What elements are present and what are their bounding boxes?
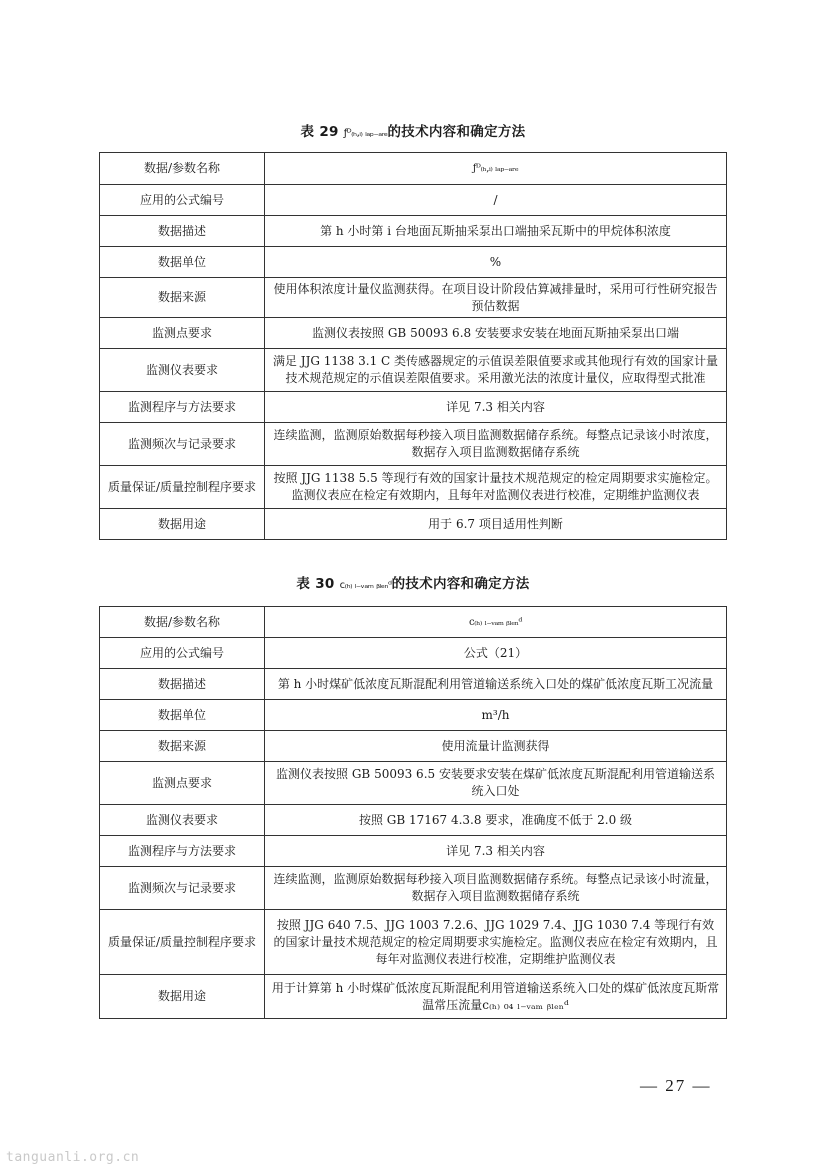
table-row bbox=[100, 247, 727, 278]
row-label: 质量保证/质量控制程序要求 bbox=[100, 910, 265, 975]
row-value: 按照 JJG 1138 5.5 等现行有效的国家计量技术规范规定的检定周期要求实施检定。监测仪表应在检定有效期内，且每年对监测仪表进行校准，定期维护监测仪表 bbox=[265, 466, 727, 509]
row-label: 数据/参数名称 bbox=[100, 153, 265, 185]
row-label: 监测点要求 bbox=[100, 762, 265, 805]
row-label: 数据来源 bbox=[100, 278, 265, 318]
table-row bbox=[100, 185, 727, 216]
row-label: 数据来源 bbox=[100, 731, 265, 762]
row-label: 应用的公式编号 bbox=[100, 185, 265, 216]
row-label: 监测程序与方法要求 bbox=[100, 392, 265, 423]
page-number: — 27 — bbox=[640, 1076, 712, 1095]
table-row bbox=[100, 607, 727, 638]
table-29-symbol: ƒᴰ₍ₕ,ᵢ₎ ₗₐₚ₋ₐᵣₑ bbox=[343, 128, 388, 139]
row-value: 使用体积浓度计量仪监测获得。在项目设计阶段估算减排量时，采用可行性研究报告预估数据 bbox=[265, 278, 727, 318]
row-value: % bbox=[265, 247, 727, 278]
table-row bbox=[100, 638, 727, 669]
row-label: 监测频次与记录要求 bbox=[100, 867, 265, 910]
row-value: 连续监测，监测原始数据每秒接入项目监测数据储存系统。每整点记录该小时浓度，数据存入项目监测数据储存系统 bbox=[265, 423, 727, 466]
row-label: 监测程序与方法要求 bbox=[100, 836, 265, 867]
row-value: 按照 JJG 640 7.5、JJG 1003 7.2.6、JJG 1029 7.4、JJG 1030 7.4 等现行有效的国家计量技术规范规定的检定周期要求实施检定。监测仪表应在检定有效期内，且每年对监测仪表进行校准，定期维护监测仪表 bbox=[265, 910, 727, 975]
row-value: 按照 GB 17167 4.3.8 要求，准确度不低于 2.0 级 bbox=[265, 805, 727, 836]
row-label: 应用的公式编号 bbox=[100, 638, 265, 669]
row-label: 数据描述 bbox=[100, 216, 265, 247]
row-value: 第 h 小时第 i 台地面瓦斯抽采泵出口端抽采瓦斯中的甲烷体积浓度 bbox=[265, 216, 727, 247]
row-label: 监测点要求 bbox=[100, 318, 265, 349]
table-row bbox=[100, 867, 727, 910]
row-value: 详见 7.3 相关内容 bbox=[265, 836, 727, 867]
table-row bbox=[100, 153, 727, 185]
table-row bbox=[100, 423, 727, 466]
row-value: ϲ₍ₕ₎ ₗ₋ᵥₐₘ ᵦₗₑₙᵈ bbox=[265, 607, 727, 638]
table-row bbox=[100, 805, 727, 836]
row-label: 数据用途 bbox=[100, 509, 265, 540]
table-row bbox=[100, 509, 727, 540]
row-label: 数据单位 bbox=[100, 700, 265, 731]
row-label: 监测频次与记录要求 bbox=[100, 423, 265, 466]
row-value: m³/h bbox=[265, 700, 727, 731]
table-30-caption bbox=[0, 572, 826, 592]
row-label: 数据单位 bbox=[100, 247, 265, 278]
row-value: 监测仪表按照 GB 50093 6.5 安装要求安装在煤矿低浓度瓦斯混配利用管道输送系统入口处 bbox=[265, 762, 727, 805]
table-29-title: 的技术内容和确定方法 bbox=[387, 124, 526, 140]
table-29-number: 表 29 bbox=[300, 124, 339, 140]
row-value: 公式（21） bbox=[265, 638, 727, 669]
row-value: 监测仪表按照 GB 50093 6.8 安装要求安装在地面瓦斯抽采泵出口端 bbox=[265, 318, 727, 349]
table-row bbox=[100, 669, 727, 700]
table-row bbox=[100, 731, 727, 762]
row-label: 数据描述 bbox=[100, 669, 265, 700]
row-value: ƒᴰ₍ₕ,ᵢ₎ ₗₐₚ₋ₐᵣₑ bbox=[265, 153, 727, 185]
watermark: tanguanli.org.cn bbox=[6, 1150, 140, 1165]
row-value: 满足 JJG 1138 3.1 C 类传感器规定的示值误差限值要求或其他现行有效的国家计量技术规范规定的示值误差限值要求。采用激光法的浓度计量仪，应取得型式批准 bbox=[265, 349, 727, 392]
table-30-number: 表 30 bbox=[296, 576, 335, 592]
table-row bbox=[100, 466, 727, 509]
table-row bbox=[100, 836, 727, 867]
row-label: 监测仪表要求 bbox=[100, 349, 265, 392]
table-row bbox=[100, 762, 727, 805]
row-value: 详见 7.3 相关内容 bbox=[265, 392, 727, 423]
table-29-caption bbox=[0, 120, 826, 140]
table-row bbox=[100, 216, 727, 247]
row-value: 第 h 小时煤矿低浓度瓦斯混配利用管道输送系统入口处的煤矿低浓度瓦斯工况流量 bbox=[265, 669, 727, 700]
table-30-title: 的技术内容和确定方法 bbox=[391, 576, 530, 592]
table-row bbox=[100, 700, 727, 731]
row-value: 使用流量计监测获得 bbox=[265, 731, 727, 762]
table-row bbox=[100, 910, 727, 975]
table-30-symbol: ϲ₍ₕ₎ ₗ₋ᵥₐₘ ᵦₗₑₙᵈ bbox=[339, 580, 392, 591]
row-label: 监测仪表要求 bbox=[100, 805, 265, 836]
row-value: 用于 6.7 项目适用性判断 bbox=[265, 509, 727, 540]
table-row bbox=[100, 318, 727, 349]
row-value: 用于计算第 h 小时煤矿低浓度瓦斯混配利用管道输送系统入口处的煤矿低浓度瓦斯常温常压流量ϲ₍ₕ₎ ₀₄ ₗ₋ᵥₐₘ ᵦₗₑₙᵈ bbox=[265, 975, 727, 1019]
table-30 bbox=[99, 606, 727, 1019]
row-value: / bbox=[265, 185, 727, 216]
row-value: 连续监测，监测原始数据每秒接入项目监测数据储存系统。每整点记录该小时流量，数据存入项目监测数据储存系统 bbox=[265, 867, 727, 910]
row-label: 数据用途 bbox=[100, 975, 265, 1019]
table-row bbox=[100, 975, 727, 1019]
table-row bbox=[100, 349, 727, 392]
table-row bbox=[100, 278, 727, 318]
row-label: 质量保证/质量控制程序要求 bbox=[100, 466, 265, 509]
table-29 bbox=[99, 152, 727, 540]
row-label: 数据/参数名称 bbox=[100, 607, 265, 638]
table-row bbox=[100, 392, 727, 423]
